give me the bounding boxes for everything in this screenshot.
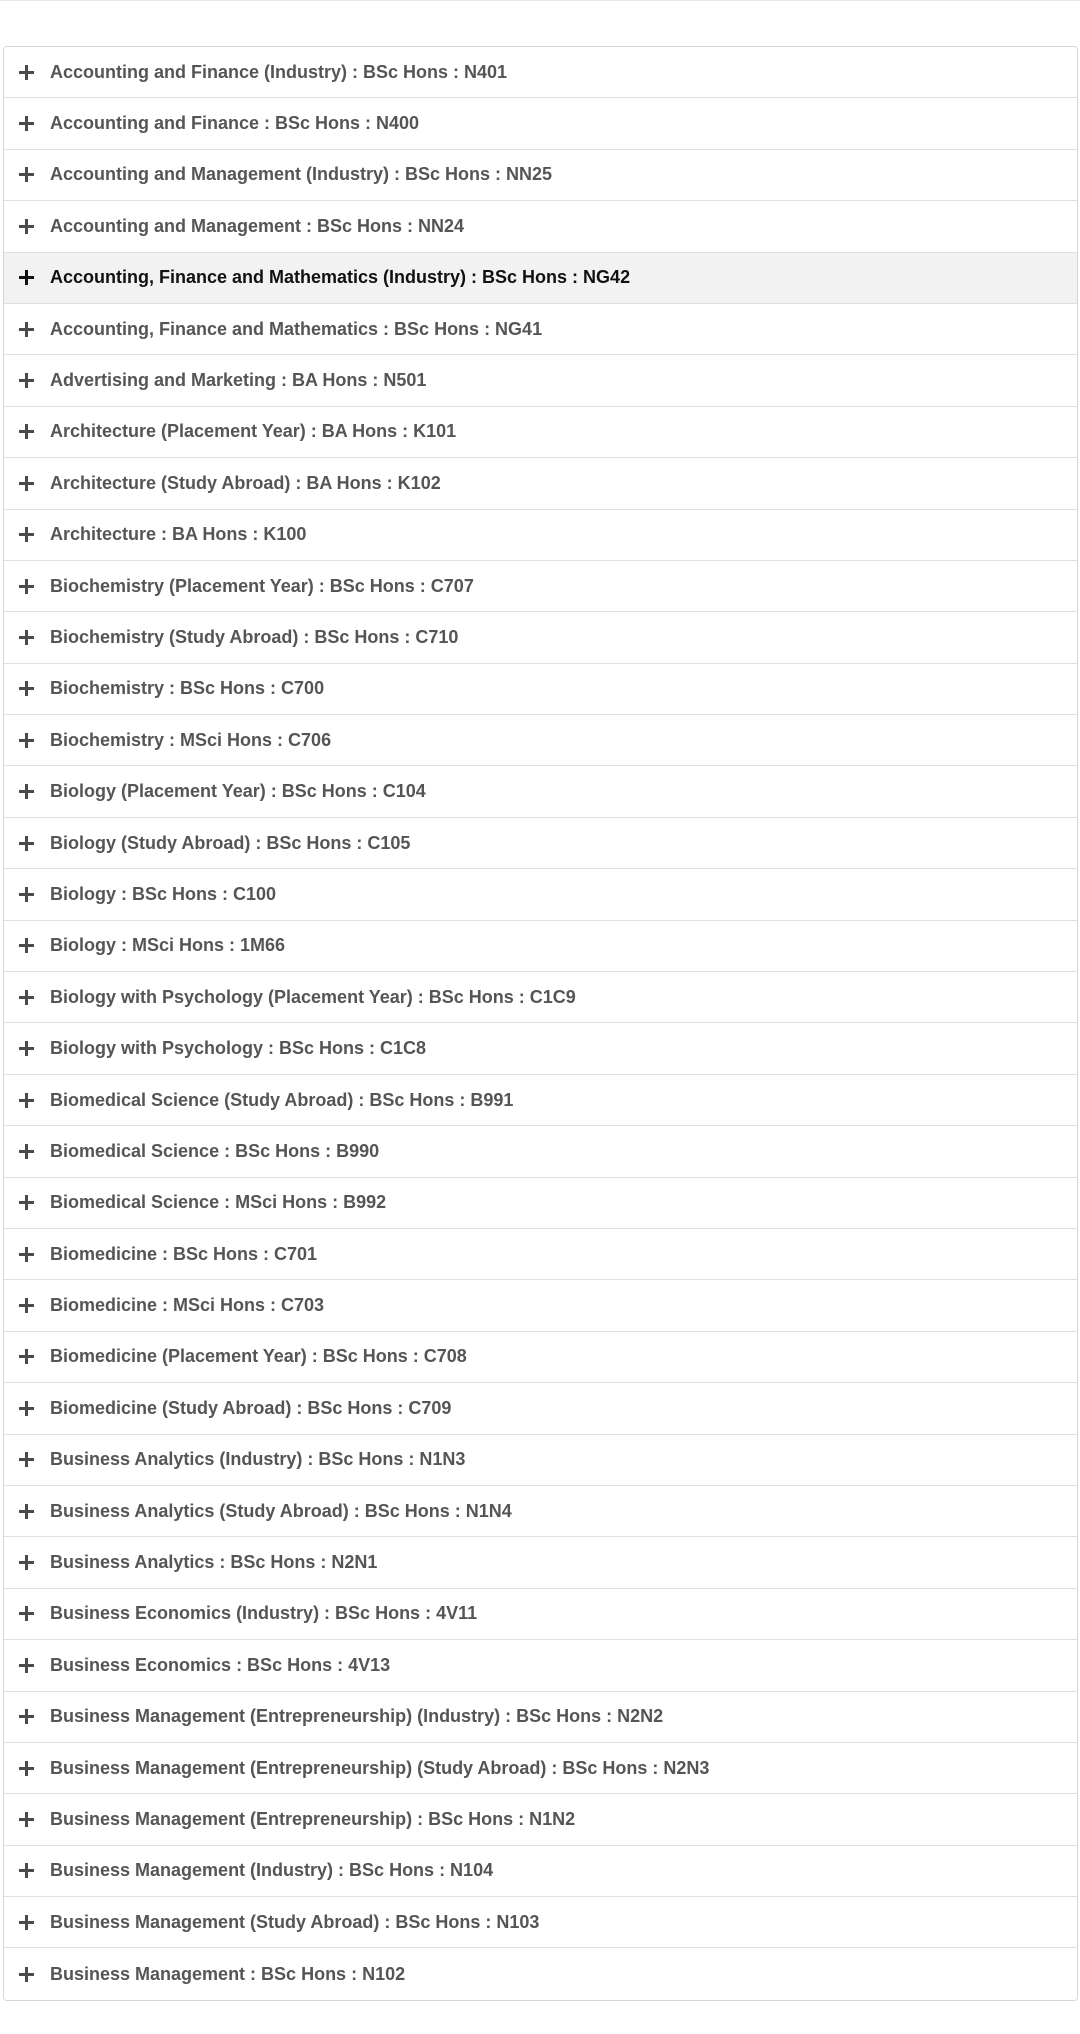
plus-icon [19,1401,34,1416]
course-title: Biomedicine (Study Abroad) : BSc Hons : C709 [50,1397,452,1418]
plus-icon [19,1349,34,1364]
course-title: Biochemistry : MSci Hons : C706 [50,729,332,750]
course-title: Accounting and Management : BSc Hons : NN24 [50,215,465,236]
plus-icon [19,887,34,902]
course-accordion-list [3,46,1078,2001]
course-accordion-item[interactable] [4,1794,1077,1845]
plus-icon [19,322,34,337]
course-title: Accounting, Finance and Mathematics : BSc Hons : NG41 [50,318,543,339]
course-title: Accounting and Finance (Industry) : BSc Hons : N401 [50,61,508,82]
course-title: Biochemistry (Placement Year) : BSc Hons : C707 [50,575,474,596]
course-title: Biomedical Science : MSci Hons : B992 [50,1192,387,1213]
plus-icon [19,424,34,439]
course-accordion-item[interactable] [4,1229,1077,1280]
course-title: Biology : BSc Hons : C100 [50,883,277,904]
course-accordion-item[interactable] [4,47,1077,98]
course-title: Accounting and Finance : BSc Hons : N400 [50,113,420,134]
plus-icon [19,1452,34,1467]
course-accordion-item[interactable] [4,355,1077,406]
course-title: Biochemistry : BSc Hons : C700 [50,678,325,699]
plus-icon [19,167,34,182]
course-accordion-item[interactable] [4,1692,1077,1743]
course-title: Biomedical Science (Study Abroad) : BSc Hons : B991 [50,1089,514,1110]
plus-icon [19,219,34,234]
plus-icon [19,1658,34,1673]
plus-icon [19,116,34,131]
course-title: Advertising and Marketing : BA Hons : N501 [50,370,427,391]
course-accordion-item[interactable] [4,612,1077,663]
course-accordion-item[interactable] [4,1332,1077,1383]
plus-icon [19,1967,34,1982]
course-title: Business Management : BSc Hons : N102 [50,1963,406,1984]
course-title: Business Analytics (Study Abroad) : BSc Hons : N1N4 [50,1500,512,1521]
course-accordion-item[interactable] [4,510,1077,561]
course-accordion-item[interactable] [4,407,1077,458]
course-accordion-item[interactable] [4,304,1077,355]
course-accordion-item[interactable] [4,1178,1077,1229]
course-title: Business Management (Study Abroad) : BSc Hons : N103 [50,1911,540,1932]
course-accordion-item[interactable] [4,921,1077,972]
course-title: Business Management (Entrepreneurship) (Industry) : BSc Hons : N2N2 [50,1706,664,1727]
course-accordion-item[interactable] [4,561,1077,612]
course-accordion-item[interactable] [4,972,1077,1023]
course-title: Biomedical Science : BSc Hons : B990 [50,1140,380,1161]
plus-icon [19,1915,34,1930]
course-accordion-item[interactable] [4,1537,1077,1588]
course-accordion-item[interactable] [4,1846,1077,1897]
course-accordion-item[interactable] [4,1075,1077,1126]
course-title: Business Economics (Industry) : BSc Hons : 4V11 [50,1603,478,1624]
course-accordion-item[interactable] [4,1897,1077,1948]
course-accordion-item[interactable] [4,1435,1077,1486]
course-title: Biomedicine : BSc Hons : C701 [50,1243,318,1264]
course-accordion-item[interactable] [4,1589,1077,1640]
plus-icon [19,1812,34,1827]
course-accordion-item[interactable] [4,150,1077,201]
course-title: Business Analytics : BSc Hons : N2N1 [50,1552,378,1573]
plus-icon [19,1247,34,1262]
top-divider [0,0,1080,1]
course-title: Biochemistry (Study Abroad) : BSc Hons : C710 [50,626,459,647]
plus-icon [19,1144,34,1159]
plus-icon [19,1761,34,1776]
course-accordion-item[interactable] [4,818,1077,869]
course-accordion-item[interactable] [4,458,1077,509]
plus-icon [19,1504,34,1519]
course-accordion-item[interactable] [4,201,1077,252]
course-title: Business Management (Entrepreneurship) (Study Abroad) : BSc Hons : N2N3 [50,1757,710,1778]
course-title: Accounting, Finance and Mathematics (Industry) : BSc Hons : NG42 [50,267,631,288]
course-title: Architecture : BA Hons : K100 [50,524,307,545]
course-title: Architecture (Study Abroad) : BA Hons : K102 [50,472,441,493]
course-title: Biology (Placement Year) : BSc Hons : C104 [50,781,426,802]
course-title: Accounting and Management (Industry) : BSc Hons : NN25 [50,164,553,185]
course-accordion-item[interactable] [4,1743,1077,1794]
course-title: Business Analytics (Industry) : BSc Hons : N1N3 [50,1449,466,1470]
plus-icon [19,836,34,851]
plus-icon [19,527,34,542]
course-title: Architecture (Placement Year) : BA Hons : K101 [50,421,457,442]
plus-icon [19,990,34,1005]
course-accordion-item[interactable] [4,98,1077,149]
course-title: Biology with Psychology (Placement Year) : BSc Hons : C1C9 [50,986,576,1007]
plus-icon [19,1195,34,1210]
course-title: Business Management (Industry) : BSc Hons : N104 [50,1860,494,1881]
plus-icon [19,784,34,799]
plus-icon [19,630,34,645]
course-title: Biology (Study Abroad) : BSc Hons : C105 [50,832,411,853]
plus-icon [19,476,34,491]
course-accordion-item[interactable] [4,766,1077,817]
course-accordion-item[interactable] [4,664,1077,715]
plus-icon [19,1863,34,1878]
course-accordion-item[interactable] [4,1948,1077,1999]
course-accordion-item[interactable] [4,869,1077,920]
course-accordion-item[interactable] [4,715,1077,766]
course-accordion-item[interactable] [4,1383,1077,1434]
plus-icon [19,1709,34,1724]
course-accordion-item[interactable] [4,1486,1077,1537]
course-title: Business Economics : BSc Hons : 4V13 [50,1654,391,1675]
plus-icon [19,373,34,388]
plus-icon [19,1555,34,1570]
plus-icon [19,579,34,594]
course-title: Biology : MSci Hons : 1M66 [50,935,286,956]
course-title: Business Management (Entrepreneurship) : BSc Hons : N1N2 [50,1808,576,1829]
plus-icon [19,1606,34,1621]
plus-icon [19,1298,34,1313]
course-accordion-item[interactable] [4,253,1077,304]
course-title: Biomedicine : MSci Hons : C703 [50,1295,325,1316]
plus-icon [19,733,34,748]
course-accordion-item[interactable] [4,1126,1077,1177]
course-accordion-item[interactable] [4,1023,1077,1074]
plus-icon [19,270,34,285]
course-accordion-item[interactable] [4,1280,1077,1331]
course-accordion-item[interactable] [4,1640,1077,1691]
plus-icon [19,1041,34,1056]
plus-icon [19,681,34,696]
plus-icon [19,1093,34,1108]
plus-icon [19,938,34,953]
course-title: Biomedicine (Placement Year) : BSc Hons : C708 [50,1346,467,1367]
plus-icon [19,65,34,80]
course-title: Biology with Psychology : BSc Hons : C1C8 [50,1038,427,1059]
